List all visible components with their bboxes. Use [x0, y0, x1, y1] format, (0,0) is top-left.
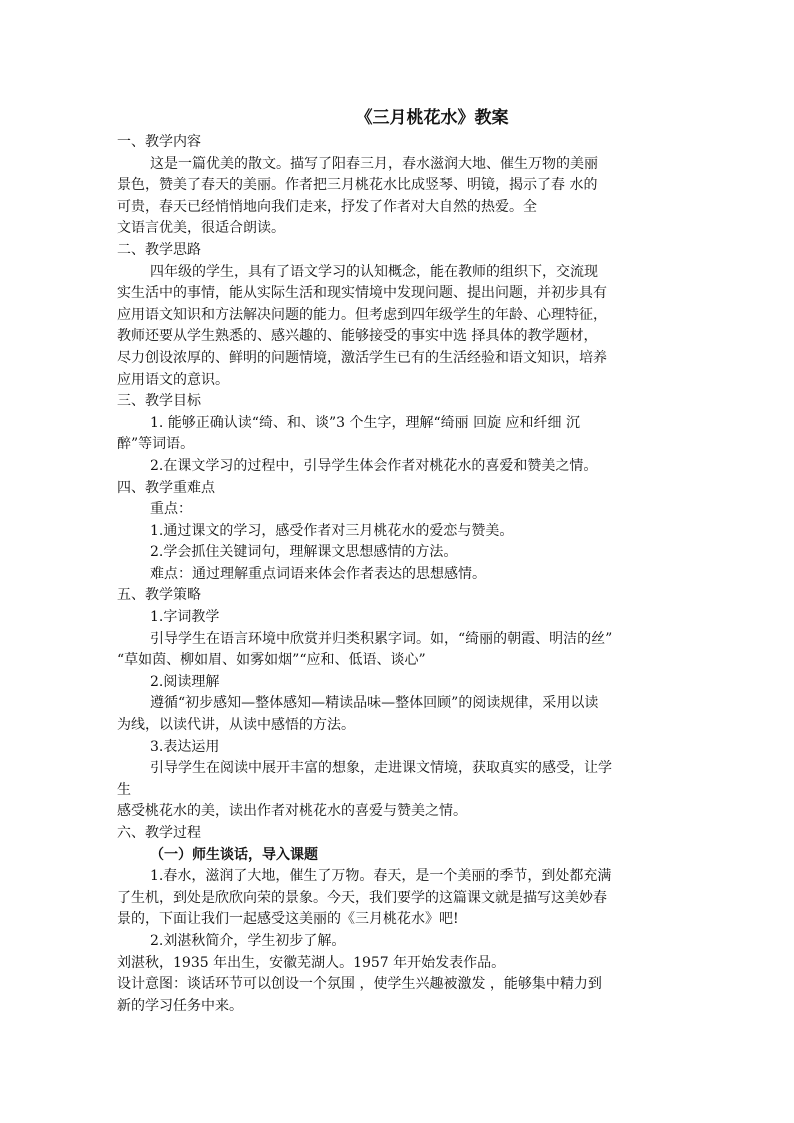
paragraph-line: 尽力创设浓厚的、鲜明的问题情境，激活学生已有的生活经验和语文知识，培养 — [117, 349, 607, 366]
paragraph-line: 2.在课文学习的过程中，引导学生体会作者对桃花水的喜爱和赞美之情。 — [150, 457, 598, 474]
paragraph-line: 设计意图：谈话环节可以创设一个氛围 ，使学生兴趣被激发 ，能够集中精力到 — [117, 976, 602, 993]
paragraph-line: 生 — [117, 781, 131, 798]
paragraph-line: 引导学生在阅读中展开丰富的想象，走进课文情境，获取真实的感受，让学 — [150, 760, 612, 777]
page-title: 《三月桃花水》教案 — [355, 108, 509, 128]
section-heading-approach: 二、教学思路 — [117, 241, 201, 258]
paragraph-line: 刘湛秋，1935 年出生，安徽芜湖人。1957 年开始发表作品。 — [117, 954, 506, 971]
paragraph-line: 2.刘湛秋简介，学生初步了解。 — [150, 932, 346, 949]
paragraph-line: 应用语文的意识。 — [117, 371, 229, 388]
paragraph-line: 可贵，春天已经悄悄地向我们走来，抒发了作者对大自然的热爱。全 — [117, 198, 537, 215]
paragraph-line: 应用语文知识和方法解决问题的能力。但考虑到四年级学生的年龄、心理特征， — [117, 306, 607, 323]
paragraph-line: 为线，以读代讲，从读中感悟的方法。 — [117, 717, 355, 734]
document-page — [117, 104, 687, 1017]
paragraph-line: 四年级的学生，具有了语文学习的认知概念，能在教师的组织下，交流现 — [150, 263, 598, 280]
paragraph-line: 1.字词教学 — [150, 609, 220, 626]
section-heading-strategy: 五、教学策略 — [117, 587, 201, 604]
paragraph-line: 这是一篇优美的散文。描写了阳春三月，春水滋润大地、催生万物的美丽 — [150, 155, 598, 172]
paragraph-line: “草如茵、柳如眉、如雾如烟”“应和、低语、谈心” — [117, 652, 426, 669]
section-heading-key-points: 四、教学重难点 — [117, 479, 215, 496]
paragraph-line: 引导学生在语言环境中欣赏并归类积累字词。如，“绮丽的朝霞、明洁的丝” — [150, 630, 613, 647]
paragraph-line: 1.春水，滋润了大地，催生了万物。春天，是一个美丽的季节，到处都充满 — [150, 868, 612, 885]
paragraph-line: 难点：通过理解重点词语来体会作者表达的思想感情。 — [150, 565, 486, 582]
paragraph-line: 醉”等词语。 — [117, 436, 195, 453]
paragraph-line: 实生活中的事情，能从实际生活和现实情境中发现问题、提出问题，并初步具有 — [117, 285, 607, 302]
paragraph-line: 2.阅读理解 — [150, 673, 220, 690]
paragraph-line: 1.通过课文的学习，感受作者对三月桃花水的爱恋与赞美。 — [150, 522, 514, 539]
paragraph-line: 重点： — [150, 501, 192, 518]
paragraph-line: 了生机，到处是欣欣向荣的景象。今天，我们要学的这篇课文就是描写这美妙春 — [117, 889, 607, 906]
paragraph-line: 3.表达运用 — [150, 738, 220, 755]
section-heading-content: 一、教学内容 — [117, 134, 201, 150]
paragraph-line: 景的，下面让我们一起感受这美丽的《三月桃花水》吧! — [117, 911, 459, 928]
paragraph-line: 教师还要从学生熟悉的、感兴趣的、能够接受的事实中选 择具体的教学题材， — [117, 328, 598, 345]
sub-heading: （一）师生谈话，导入课题 — [150, 846, 318, 863]
paragraph-line: 景色，赞美了春天的美丽。作者把三月桃花水比成竖琴、明镜，揭示了春 水的 — [117, 177, 598, 194]
paragraph-line: 文语言优美，很适合朗读。 — [117, 220, 285, 237]
paragraph-line: 2.学会抓住关键词句，理解课文思想感情的方法。 — [150, 544, 458, 561]
paragraph-line: 1. 能够正确认读“绮、和、谈”3 个生字，理解“绮丽 回旋 应和纤细 沉 — [150, 414, 580, 431]
section-heading-goals: 三、教学目标 — [117, 393, 201, 410]
paragraph-line: 新的学习任务中来。 — [117, 997, 243, 1014]
section-heading-process: 六、教学过程 — [117, 825, 201, 841]
paragraph-line: 感受桃花水的美，读出作者对桃花水的喜爱与赞美之情。 — [117, 803, 467, 820]
paragraph-line: 遵循“初步感知—整体感知—精读品味—整体回顾”的阅读规律，采用以读 — [150, 695, 599, 712]
